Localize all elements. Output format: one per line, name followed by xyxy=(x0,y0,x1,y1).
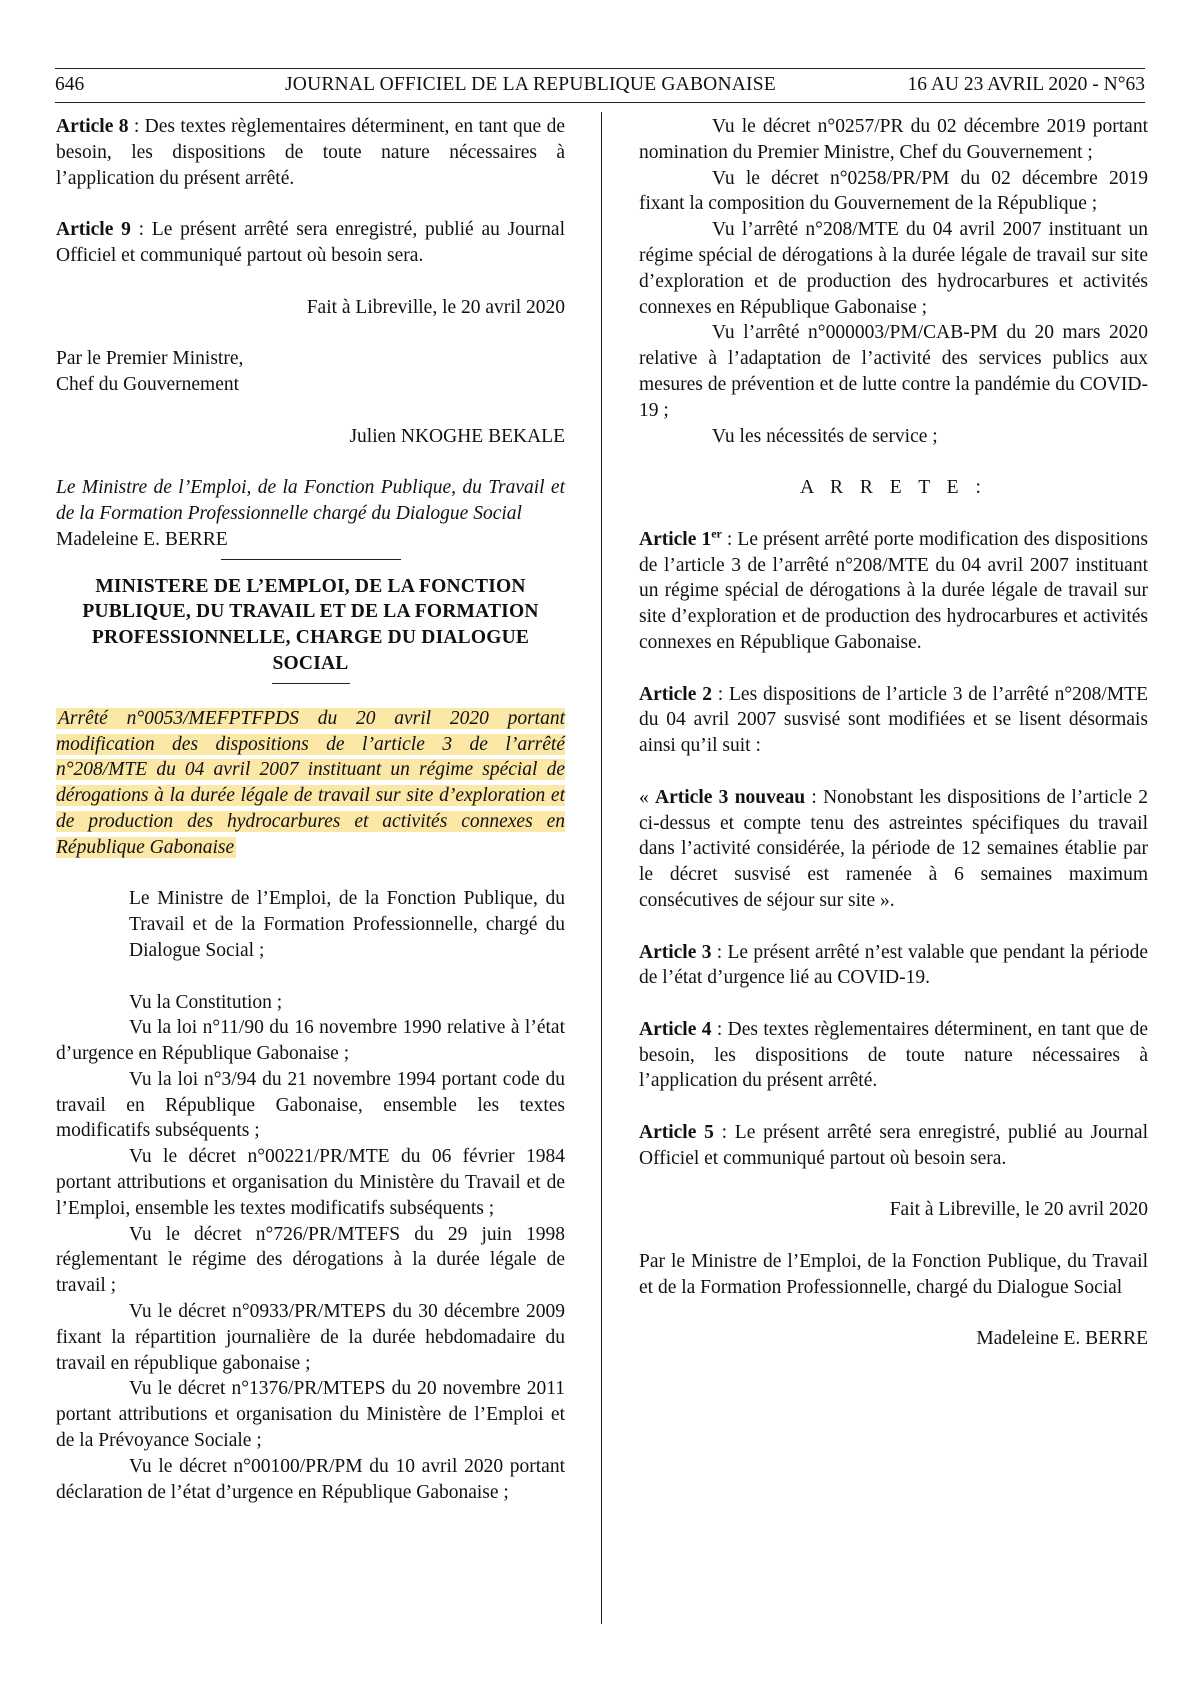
article-1 xyxy=(639,527,1148,656)
article-9-text: : Le présent arrêté sera enregistré, publié au Journal Officiel et communiqué partout où besoin sera. xyxy=(56,219,565,266)
vu-item: Vu la Constitution ; xyxy=(129,991,283,1013)
left-column xyxy=(56,114,565,1505)
vu-item: Vu l’arrêté n°208/MTE du 04 avril 2007 instituant un régime spécial de dérogations à la durée légale de travail sur site d’exploration et de production des hydrocarbures et activités connexes en République Gabonaise ; xyxy=(639,219,1148,318)
pm-name: Julien NKOGHE BEKALE xyxy=(349,425,565,447)
minister-name: Madeleine E. BERRE xyxy=(56,528,228,550)
article-3-nouveau-text: : Nonobstant les dispositions de l’article 2 ci-dessus et compte tenu des astreintes spécifiques du travail dans l’activité considérée, la période de 12 semaines établie par le décret susvisé est ramenée à 6 semaines maximum consécutives de séjour sur site ». xyxy=(639,786,1148,911)
article-4-text: : Des textes règlementaires déterminent, en tant que de besoin, les dispositions de toute nature nécessaires à l’application du présent arrêté. xyxy=(639,1018,1148,1092)
pm-line-2: Chef du Gouvernement xyxy=(56,373,240,395)
article-1-text: : Le présent arrêté porte modification des dispositions de l’article 3 de l’arrêté n°208/MTE du 04 avril 2007 instituant un régime spécial de dérogations à la durée légale de travail sur site d’exploration et de production des hydrocarbures et activités connexes en République Gabonaise. xyxy=(639,528,1148,653)
vu-item: Vu l’arrêté n°000003/PM/CAB-PM du 20 mars 2020 relative à l’adaptation de l’activité des services publics aux mesures de prévention et de lutte contre la pandémie du COVID-19 ; xyxy=(639,322,1148,421)
signatory-name: Madeleine E. BERRE xyxy=(976,1328,1148,1350)
right-column xyxy=(639,114,1148,1352)
vu-item: Vu le décret n°1376/PR/MTEPS du 20 novembre 2011 portant attributions et organisation du Ministère de l’Emploi et de la Prévoyance Sociale ; xyxy=(56,1378,565,1452)
vu-item: Vu le décret n°0258/PR/PM du 02 décembre 2019 fixant la composition du Gouvernement de la République ; xyxy=(639,167,1148,215)
article-5-text: : Le présent arrêté sera enregistré, publié au Journal Officiel et communiqué partout où besoin sera. xyxy=(639,1122,1148,1169)
ministry-heading: MINISTERE DE L’EMPLOI, DE LA FONCTION PUBLIQUE, DU TRAVAIL ET DE LA FORMATION PROFESSIONNELLE, CHARGE DU DIALOGUE SOCIAL xyxy=(82,575,539,674)
article-3 xyxy=(639,940,1148,992)
column-divider xyxy=(601,112,602,1624)
article-9-label: Article 9 xyxy=(56,219,131,241)
minister-title: Le Ministre de l’Emploi, de la Fonction Publique, du Travail et de la Formation Professionnelle chargé du Dialogue Social xyxy=(56,477,565,524)
header-top-rule xyxy=(55,68,1145,69)
article-2 xyxy=(639,682,1148,759)
minister-intro: Le Ministre de l’Emploi, de la Fonction Publique, du Travail et de la Formation Professionnelle, chargé du Dialogue Social ; xyxy=(129,888,565,961)
vu-item: Vu le décret n°0933/PR/MTEPS du 30 décembre 2009 fixant la répartition journalière de la durée hebdomadaire du travail en république gabonaise ; xyxy=(56,1301,565,1374)
article-8-label: Article 8 xyxy=(56,116,129,137)
article-5-label: Article 5 xyxy=(639,1122,714,1144)
short-rule xyxy=(272,683,350,684)
article-8-text: : Des textes règlementaires déterminent, en tant que de besoin, les dispositions de toute nature nécessaires à l’application du présent arrêté. xyxy=(56,116,565,189)
page-header xyxy=(55,70,1145,100)
fait-a-libreville-2: Fait à Libreville, le 20 avril 2020 xyxy=(889,1199,1148,1221)
page-number: 646 xyxy=(55,74,85,95)
article-2-label: Article 2 xyxy=(639,683,712,705)
signatory: Par le Ministre de l’Emploi, de la Fonction Publique, du Travail et de la Formation Professionnelle, chargé du Dialogue Social xyxy=(639,1251,1148,1298)
article-3-nouveau xyxy=(639,785,1148,914)
vu-item: Vu les nécessités de service ; xyxy=(712,425,938,447)
arrete-title-highlight: Arrêté n°0053/MEFPTFPDS du 20 avril 2020 portant modification des dispositions de l’article 3 de l’arrêté n°208/MTE du 04 avril 2007 instituant un régime spécial de dérogations à la durée légale de travail sur site d’exploration et de production des hydrocarbures et activités connexes en République Gabonaise xyxy=(56,707,565,858)
article-8 xyxy=(56,114,565,191)
article-9 xyxy=(56,217,565,269)
article-5 xyxy=(639,1120,1148,1172)
article-1-sup: er xyxy=(711,526,722,541)
arrete-title xyxy=(56,706,565,861)
pm-line-1: Par le Premier Ministre, xyxy=(56,348,244,370)
issue-info: 16 AU 23 AVRIL 2020 - N°63 xyxy=(907,74,1145,95)
fait-a-libreville: Fait à Libreville, le 20 avril 2020 xyxy=(306,296,565,318)
arrete-heading: A R R E T E : xyxy=(800,477,987,499)
vu-item: Vu la loi n°3/94 du 21 novembre 1994 portant code du travail en République Gabonaise, ensemble les textes modificatifs subséquents ; xyxy=(56,1068,565,1142)
vu-item: Vu le décret n°726/PR/MTEFS du 29 juin 1998 réglementant le régime des dérogations à la durée légale de travail ; xyxy=(56,1223,565,1297)
article-4 xyxy=(639,1017,1148,1094)
header-rule xyxy=(55,102,1145,103)
article-1-label: Article 1 xyxy=(639,528,712,550)
separator-rule xyxy=(221,559,401,560)
article-4-label: Article 4 xyxy=(639,1018,712,1040)
article-3-nouveau-label: Article 3 nouveau xyxy=(655,786,806,808)
article-2-text: : Les dispositions de l’article 3 de l’arrêté n°208/MTE du 04 avril 2007 susvisé sont modifiées et se lisent désormais ainsi qu’il suit : xyxy=(639,683,1148,757)
article-3-text: : Le présent arrêté n’est valable que pendant la période de l’état d’urgence lié au COVID-19. xyxy=(639,941,1148,989)
vu-item: Vu le décret n°00100/PR/PM du 10 avril 2020 portant déclaration de l’état d’urgence en République Gabonaise ; xyxy=(56,1455,565,1503)
article-3-label: Article 3 xyxy=(639,941,712,963)
journal-title: JOURNAL OFFICIEL DE LA REPUBLIQUE GABONAISE xyxy=(285,74,776,95)
vu-item: Vu la loi n°11/90 du 16 novembre 1990 relative à l’état d’urgence en République Gabonaise ; xyxy=(56,1017,565,1065)
vu-item: Vu le décret n°0257/PR du 02 décembre 2019 portant nomination du Premier Ministre, Chef du Gouvernement ; xyxy=(639,116,1148,163)
vu-item: Vu le décret n°00221/PR/MTE du 06 février 1984 portant attributions et organisation du Ministère du Travail et de l’Emploi, ensemble les textes modificatifs subséquents ; xyxy=(56,1146,565,1219)
quote-open: « xyxy=(639,786,656,808)
